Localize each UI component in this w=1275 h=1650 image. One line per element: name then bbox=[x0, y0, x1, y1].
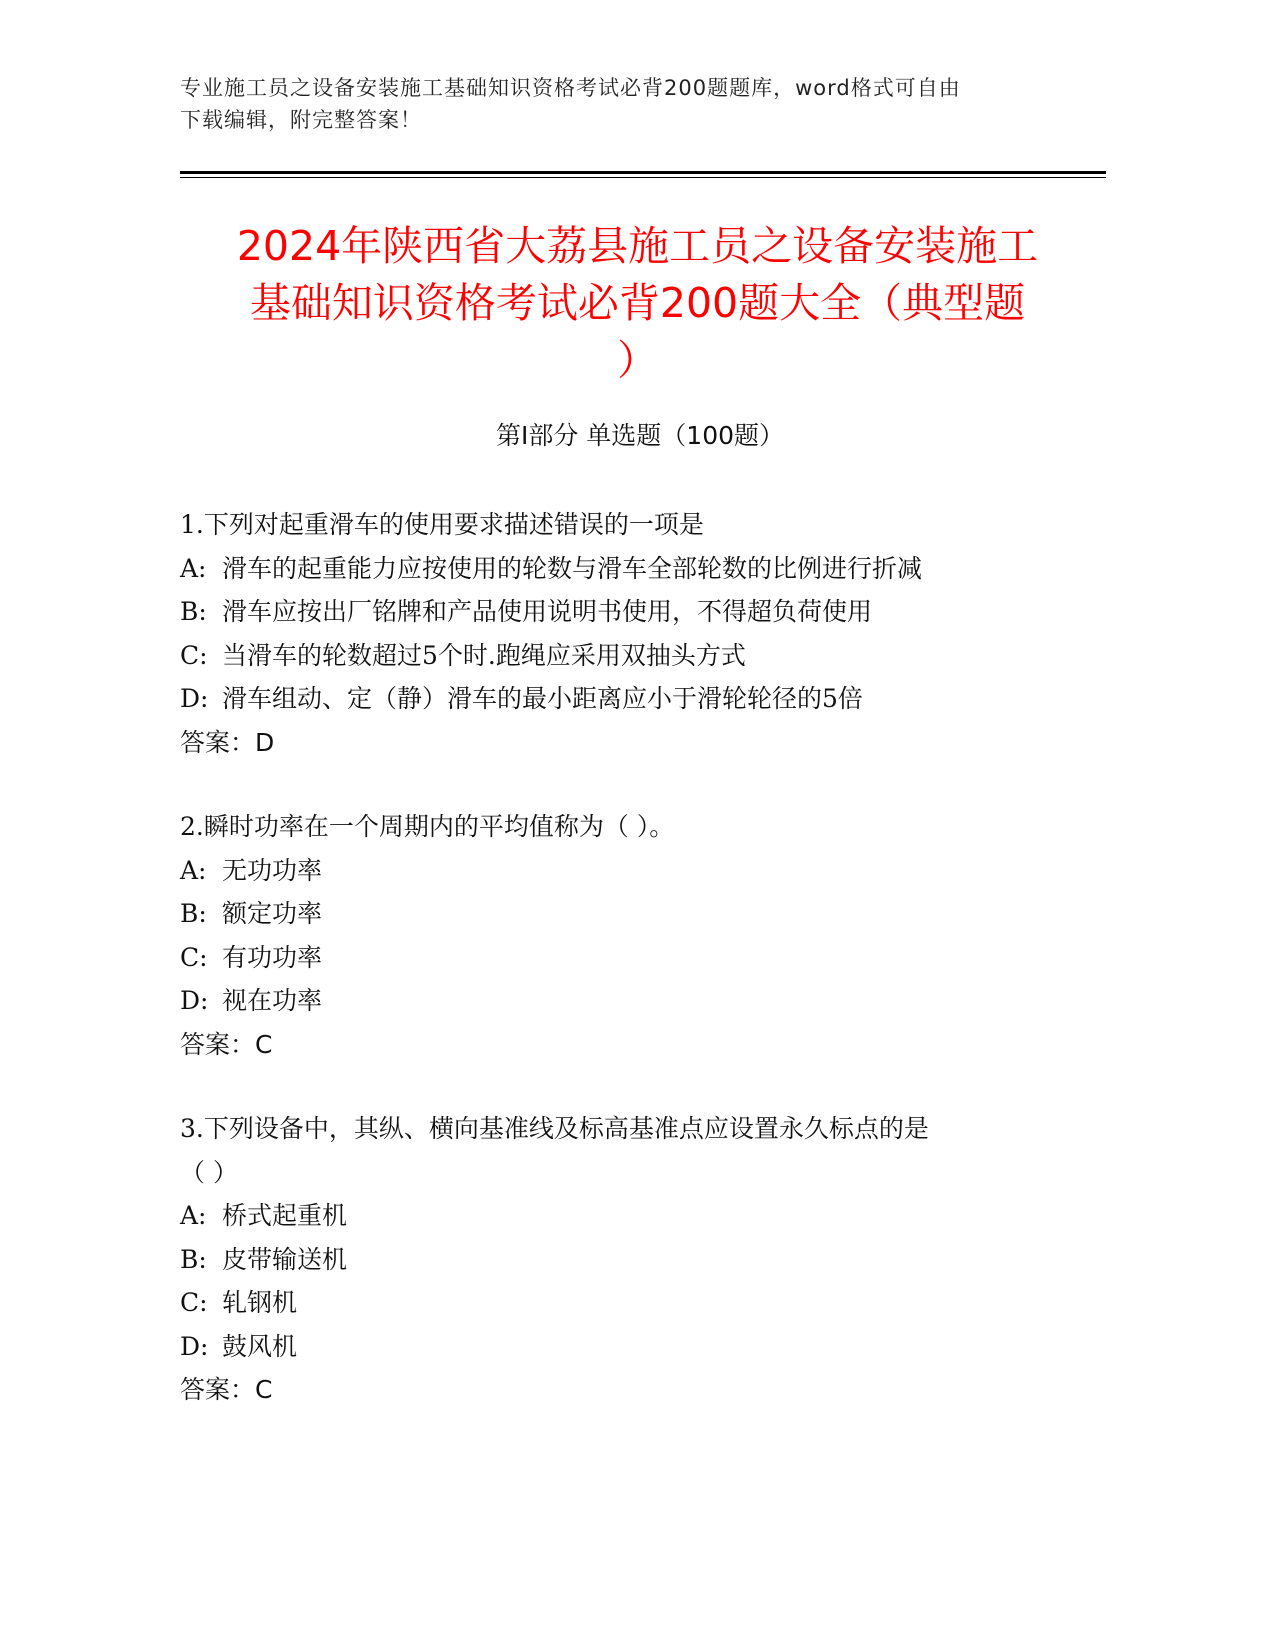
question-stem-continued: （ ） bbox=[180, 1157, 238, 1187]
option-text: 桥式起重机 bbox=[222, 1201, 348, 1230]
option-key: B: bbox=[180, 1244, 207, 1274]
option-a bbox=[180, 849, 1040, 893]
document-title bbox=[150, 218, 1125, 389]
option-c bbox=[180, 634, 1040, 678]
option-d bbox=[180, 677, 1040, 721]
option-a bbox=[180, 1194, 1040, 1238]
option-text: 视在功率 bbox=[222, 986, 323, 1015]
header-note-line-2: 下载编辑，附完整答案！ bbox=[180, 108, 422, 132]
option-key: D: bbox=[180, 986, 209, 1015]
header-note bbox=[180, 72, 1080, 136]
option-key: C: bbox=[180, 640, 208, 670]
question-list bbox=[180, 503, 1040, 1453]
option-text: 滑车应按出厂铭牌和产品使用说明书使用，不得超负荷使用 bbox=[222, 597, 873, 626]
option-text: 鼓风机 bbox=[222, 1331, 298, 1361]
answer-line: 答案：C bbox=[180, 1375, 273, 1404]
question-3 bbox=[180, 1107, 1040, 1412]
option-c bbox=[180, 936, 1040, 980]
option-text: 额定功率 bbox=[222, 899, 323, 928]
option-text: 滑车组动、定（静）滑车的最小距离应小于滑轮轮径的5倍 bbox=[222, 684, 863, 713]
option-d bbox=[180, 1325, 1040, 1369]
option-key: A: bbox=[180, 553, 207, 583]
question-stem: 1.下列对起重滑车的使用要求描述错误的一项是 bbox=[180, 510, 704, 539]
section-title: 第I部分 单选题（100题） bbox=[495, 421, 785, 450]
option-text: 当滑车的轮数超过5个时.跑绳应采用双抽头方式 bbox=[222, 640, 746, 670]
title-line-1: 2024年陕西省大荔县施工员之设备安装施工 bbox=[236, 222, 1039, 270]
option-key: B: bbox=[180, 597, 207, 626]
option-text: 滑车的起重能力应按使用的轮数与滑车全部轮数的比例进行折减 bbox=[222, 553, 923, 583]
option-a bbox=[180, 547, 1040, 591]
question-1 bbox=[180, 503, 1040, 764]
title-line-3: ） bbox=[617, 336, 658, 384]
answer-line: 答案：C bbox=[180, 1029, 273, 1059]
option-key: C: bbox=[180, 1288, 208, 1317]
header-rule-thick bbox=[180, 171, 1106, 174]
answer-line: 答案：D bbox=[180, 727, 275, 757]
option-key: A: bbox=[180, 1201, 207, 1230]
option-b bbox=[180, 1238, 1040, 1282]
question-stem: 3.下列设备中，其纵、横向基准线及标高基准点应设置永久标点的是 bbox=[180, 1114, 929, 1143]
option-d bbox=[180, 979, 1040, 1023]
question-2 bbox=[180, 805, 1040, 1066]
option-key: A: bbox=[180, 855, 207, 885]
option-key: B: bbox=[180, 899, 207, 928]
header-rule-thin bbox=[180, 177, 1106, 178]
option-text: 有功功率 bbox=[222, 942, 323, 972]
option-b bbox=[180, 590, 1040, 634]
option-b bbox=[180, 892, 1040, 936]
option-key: D: bbox=[180, 684, 209, 713]
option-text: 轧钢机 bbox=[222, 1288, 298, 1317]
header-note-line-1: 专业施工员之设备安装施工基础知识资格考试必背200题题库，word格式可自由 bbox=[180, 76, 961, 100]
question-stem: 2.瞬时功率在一个周期内的平均值称为（ ）。 bbox=[180, 812, 675, 841]
option-key: D: bbox=[180, 1331, 209, 1361]
option-text: 无功功率 bbox=[222, 855, 323, 885]
title-line-2: 基础知识资格考试必背200题大全（典型题 bbox=[249, 279, 1026, 327]
option-text: 皮带输送机 bbox=[222, 1244, 348, 1274]
option-c bbox=[180, 1281, 1040, 1325]
option-key: C: bbox=[180, 942, 208, 972]
